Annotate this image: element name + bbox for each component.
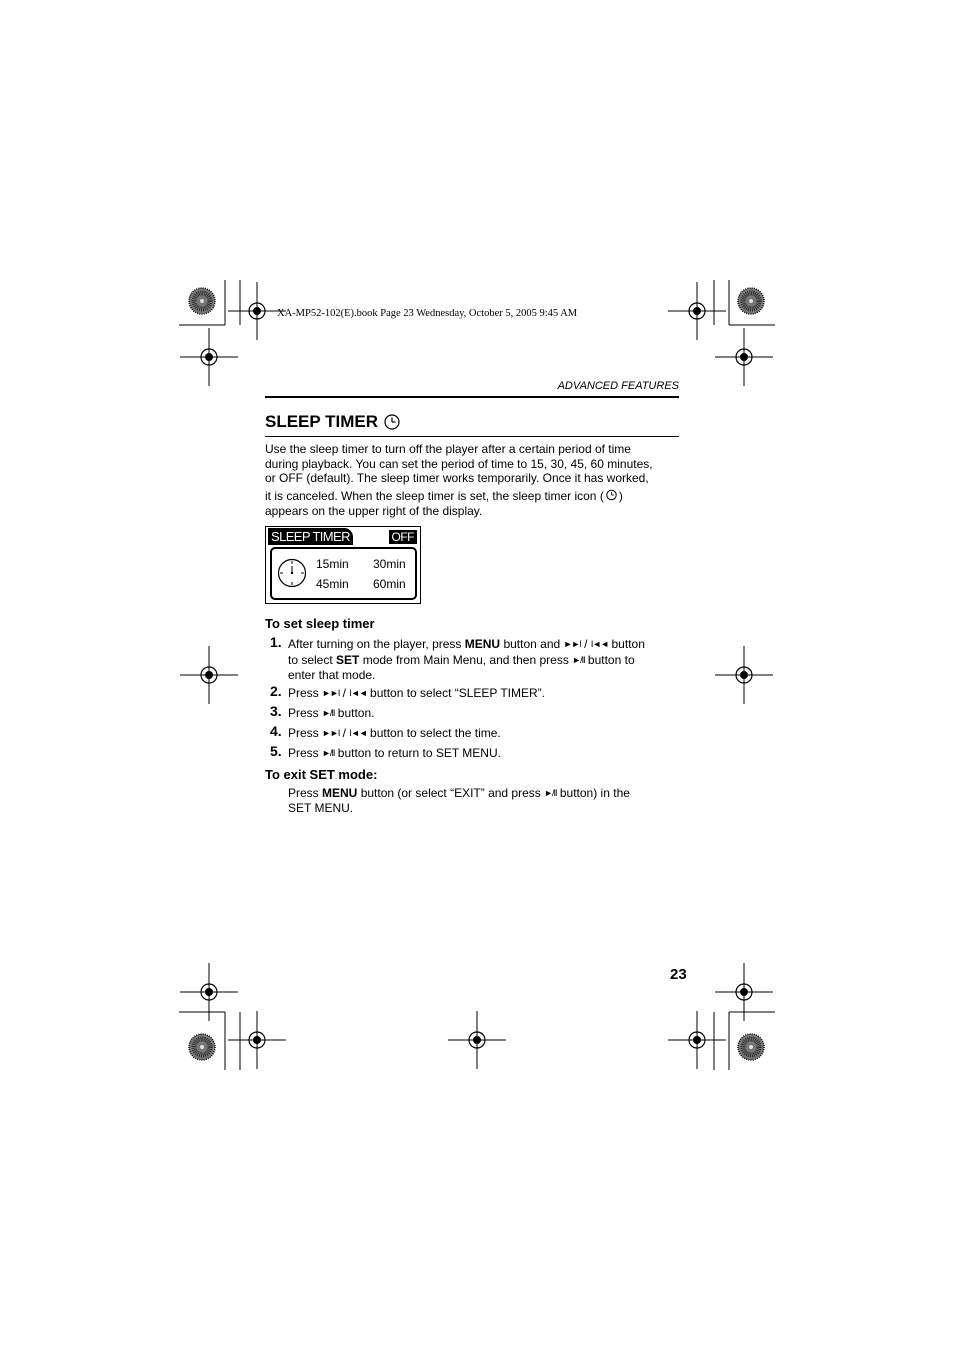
prev-icon: I◄◄ <box>349 688 367 698</box>
step-line: After turning on the player, press MENU button and ►►I / I◄◄ button <box>288 637 645 651</box>
intro-line: it is canceled. When the sleep timer is set, the sleep timer icon ( ) <box>265 489 623 503</box>
step-line: Press ►/II button to return to SET MENU. <box>288 746 501 760</box>
page-title-text: SLEEP TIMER <box>265 412 379 431</box>
step-line: enter that mode. <box>288 667 376 682</box>
color-wheel-mark <box>189 288 215 314</box>
set-mode-label: SET <box>336 653 360 667</box>
display-illustration <box>265 526 421 604</box>
step-body <box>288 706 688 721</box>
prev-icon: I◄◄ <box>590 639 609 649</box>
display-title: SLEEP TIMER <box>268 528 353 545</box>
play-pause-icon: ►/II <box>572 655 585 665</box>
section-label: ADVANCED FEATURES <box>557 380 679 392</box>
page-title <box>265 412 400 432</box>
book-slug: XA-MP52-102(E).book Page 23 Wednesday, October 5, 2005 9:45 AM <box>277 308 578 319</box>
step-number: 1. <box>270 634 282 650</box>
menu-button-label: MENU <box>464 637 501 651</box>
title-rule <box>265 436 679 437</box>
display-option: 30min <box>373 557 406 571</box>
intro-paragraph <box>265 442 685 486</box>
step-number: 3. <box>270 703 282 719</box>
intro-line: during playback. You can set the period of time to 15, 30, 45, 60 minutes, <box>265 456 653 471</box>
intro-line: Use the sleep timer to turn off the player after a certain period of time <box>265 442 631 456</box>
display-option: 45min <box>316 577 349 591</box>
exit-line: SET MENU. <box>288 800 354 815</box>
display-option: 15min <box>316 557 349 571</box>
play-pause-icon: ►/II <box>544 788 557 798</box>
next-icon: ►►I <box>322 728 340 738</box>
step-number: 5. <box>270 743 282 759</box>
exit-paragraph <box>288 786 630 815</box>
step-line: Press ►►I / I◄◄ button to select the time. <box>288 726 501 740</box>
clock-icon <box>605 489 618 501</box>
step-line: Press ►►I / I◄◄ button to select “SLEEP TIMER”. <box>288 686 545 700</box>
exit-line: Press MENU button (or select “EXIT” and press ►/II button) in the <box>288 786 630 800</box>
prev-icon: I◄◄ <box>349 728 367 738</box>
next-icon: ►►I <box>563 639 581 649</box>
step-line: to select SET mode from Main Menu, and then press ►/II button to <box>288 653 635 667</box>
intro-line: or OFF (default). The sleep timer works temporarily. Once it has worked, <box>265 471 649 485</box>
page-number: 23 <box>670 966 687 983</box>
next-icon: ►►I <box>322 688 340 698</box>
step-number: 4. <box>270 723 282 739</box>
step-body <box>288 637 688 682</box>
step-line: Press ►/II button. <box>288 706 375 720</box>
play-pause-icon: ►/II <box>322 748 335 758</box>
intro-paragraph-2 <box>265 489 685 518</box>
display-panel <box>270 547 417 600</box>
set-subheading: To set sleep timer <box>265 616 375 631</box>
header-rule <box>265 396 679 398</box>
step-body <box>288 686 688 701</box>
intro-line: appears on the upper right of the display. <box>265 503 483 518</box>
menu-button-label: MENU <box>322 786 358 800</box>
play-pause-icon: ►/II <box>322 708 335 718</box>
step-number: 2. <box>270 683 282 699</box>
display-status: OFF <box>389 530 418 544</box>
exit-subheading: To exit SET mode: <box>265 767 378 782</box>
display-option: 60min <box>373 577 406 591</box>
clock-icon <box>384 414 400 430</box>
step-body <box>288 726 688 741</box>
step-body <box>288 746 688 761</box>
clock-icon <box>277 558 307 588</box>
